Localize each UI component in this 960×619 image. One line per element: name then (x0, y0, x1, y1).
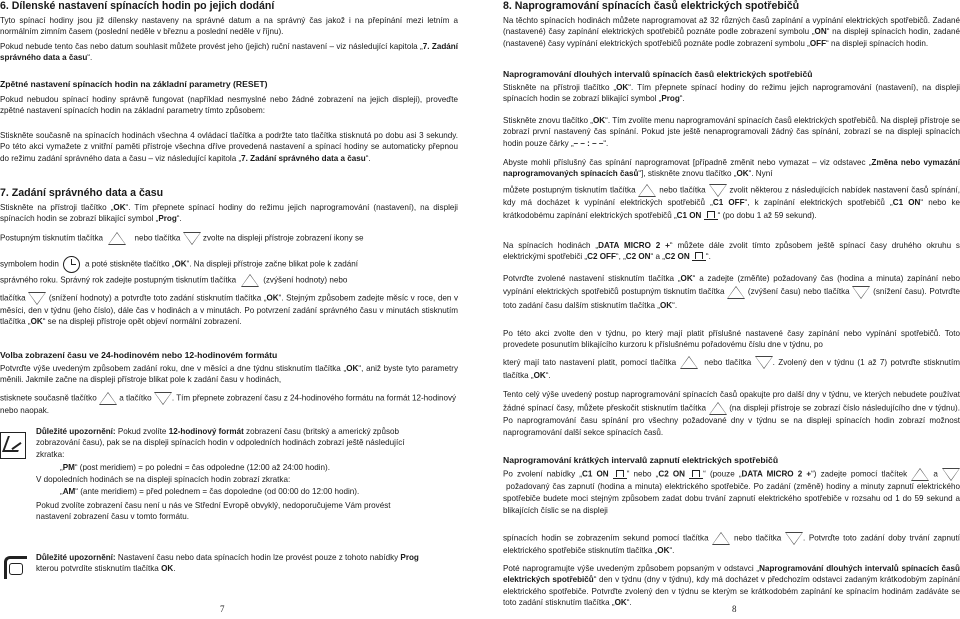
page-number: 8 (732, 604, 737, 614)
long-paragraph-3: Abyste mohli příslušný čas spínání naprogramovat [případně změnit nebo vymazat – viz odstavec „Změna nebo vymazání naprogramovaných spínacích časů“], stiskněte znovu tlačítko „OK“. Nyní (503, 158, 960, 179)
long-paragraph-8: který mají tato nastavení platit, pomocí tlačítka nebo tlačítka . Zvolený den v týdnu (1 až 7) potvrďte stisknutím tlačítka „OK“. (503, 358, 960, 381)
long-paragraph-4: můžete postupným tisknutím tlačítka nebo tlačítka zvolit některou z následujících nabídek nastavení časů spínání, kdy má docházet k vypínání elektrických spotřebičů „C1 OFF“, k zapínání elektrických spotřebičů „C1 ON“ nebo ke krátkodobému zapínání elektrických spotřebičů „C1 ON “ (po dobu 1 až 59 sekund). (503, 185, 960, 220)
note-prog-menu: Důležité upozornění: Nastavení času nebo data spínacích hodin lze provést pouze z tohoto nabídky Prog kterou potvrdíte stisknutím tlačítka OK. (36, 553, 419, 574)
note-recommendation: Pokud zvolíte zobrazení času není u nás ve Střední Evropě obvyklý, nedoporučujeme Vám provést nastavení zobrazení času v tomto formátu. (36, 501, 391, 522)
hand-pointing-icon (4, 556, 27, 579)
section-7-title: 7. Zadání správného data a času (0, 187, 164, 199)
down-arrow-icon (755, 356, 773, 369)
pulse-icon (689, 471, 703, 479)
down-arrow-icon (785, 532, 803, 545)
long-paragraph-7: Po této akci zvolte den v týdnu, po který mají platit příslušné nastavené časy zapínání nebo vypínání spotřebičů. Toto provedete posunutím blikajícího kurzoru k příslušnému pořadovému číslu dne v týdnu, po (503, 329, 960, 350)
pulse-icon (692, 253, 706, 261)
page-number: 7 (220, 604, 225, 614)
reset-title: Zpětné nastavení spínacích hodin na základní parametry (RESET) (0, 79, 268, 89)
note-am-intro: V dopoledních hodinách se na displeji spínacích hodin zobrazí zkratka: (36, 475, 291, 484)
up-arrow-icon (241, 274, 259, 287)
up-arrow-icon (638, 184, 656, 197)
down-arrow-icon (852, 286, 870, 299)
up-arrow-icon (727, 286, 745, 299)
long-paragraph-1: Stiskněte na přístroji tlačítko „OK“. Tím přepnete spínací hodiny do režimu jejich naprogramování (nastavení), na displeji spínacích hodin se zobrazí blikající symbol „Prog“. (503, 83, 960, 104)
down-arrow-icon (183, 232, 201, 245)
up-arrow-icon (709, 402, 727, 415)
pulse-icon (613, 471, 627, 479)
section-7-paragraph-2: tlačítka (snížení hodnoty) a potvrďte toto zadání stisknutím tlačítka „OK“. Stejným způsobem zadejte měsíc v roce, den v měsíci, den v týdnu (jeho číslo), dále čas v hodinách a v minutách. Po potvrzení zadání správného času v minutách stisknutím tlačítka „OK“ se na displeji přístroje opět objeví normální zobrazení. (0, 293, 458, 327)
section-7-line-2: symbolem hodin a poté stiskněte tlačítko „OK“. Na displeji přístroje začne blikat pole k zadání (0, 256, 458, 274)
short-paragraph-1: Po zvolení nabídky „C1 ON “ nebo „C2 ON “ (pouze „DATA MICRO 2 +“) zadejte pomocí tlačítek a požadovaný čas zapnutí (hodina a minuta) elektrického spotřebiče. Po zadání (změně) hodiny a minuty zapnutí elektrického spotřebiče budete moci stejným způsobem zadat dobu trvání zapnutí elektrického spotřebiče v rozsahu od 1 do 59 sekund a blikajících číslic se na displeji (503, 469, 960, 516)
format-24h-paragraph-1: Potvrďte výše uvedeným způsobem zadání roku, dne v měsíci a dne týdnu stisknutím tlačítka „OK“, aniž byste tyto parametry měnili. Jakmile začne na displeji přístroje blikat pole k zadání času v hodinách, (0, 364, 458, 385)
up-arrow-icon (99, 392, 117, 405)
long-paragraph-5: Na spínacích hodinách „DATA MICRO 2 +“ můžete dále zvolit tímto způsobem ještě spínací časy druhého okruhu s elektrickými spotřebiči „C2 OFF“, „C2 ON“ a „C2 ON “. (503, 241, 960, 262)
long-paragraph-6: Potvrďte zvolené nastavení stisknutím tlačítka „OK“ a zadejte (změňte) požadovaný čas (hodina a minuta) zapínání nebo vypínání elektrických spotřebičů postupným tisknutím tlačítka (zvýšení času) nebo tlačítka (snížení času). Potvrďte toto zadání času dalším stisknutím tlačítka „OK“. (503, 274, 960, 310)
warning-pencil-icon (0, 432, 26, 459)
up-arrow-icon (712, 532, 730, 545)
up-arrow-icon (108, 232, 126, 245)
long-intervals-title: Naprogramování dlouhých intervalů spínacích časů elektrických spotřebičů (503, 69, 813, 79)
section-8-paragraph-1: Na těchto spínacích hodinách můžete naprogramovat až 32 různých časů zapínání a vypínání elektrických spotřebičů. Zadané (nastavené) časy zapínání elektrických spotřebičů poznáte podle zobrazení symbolu „ON“ na displeji spínacích hodin, zadané (nastavené) časy vypínání elektrických spotřebičů poznáte podle zobrazení symbolu „OFF“ na displeji spínacích hodin. (503, 16, 960, 48)
section-6-paragraph-2: Pokud nebude tento čas nebo datum souhlasit můžete provést jeho (jejich) ruční nastavení – viz následující kapitola „7. Zadání správného data a času“. (0, 42, 458, 63)
long-paragraph-2: Stiskněte znovu tlačítko „OK“. Tím zvolíte menu naprogramování spínacích časů elektrických spotřebičů. Na displeji přístroje se zobrazí první nastavený čas spínání. Pokud jste ještě nenaprogramovali žádný čas spínání, zobrazí se na displeji spínacích hodin pouze čárky „– – : – –“. (503, 116, 960, 148)
page-right (503, 0, 960, 619)
section-6-title: 6. Dílenské nastavení spínacích hodin po jejich dodání (0, 0, 275, 12)
pulse-icon (704, 212, 718, 220)
up-arrow-icon (680, 356, 698, 369)
up-arrow-icon (911, 468, 929, 481)
section-7-line-1: Postupným tisknutím tlačítka nebo tlačítka zvolte na displeji přístroje zobrazení ikony se (0, 232, 458, 248)
reset-paragraph-2: Stiskněte současně na spínacích hodinách všechna 4 ovládací tlačítka a podržte tato tlačítka stisknutá po dobu asi 3 sekundy. Po této akci vymažete z vnitřní paměti přístroje všechna dříve provedená nastavení a spínací hodiny se automaticky přepnou do režimu zadání správného data a času – viz následující kapitola „7. Zadání správného data a času“. (0, 131, 458, 163)
short-intervals-title: Naprogramování krátkých intervalů zapnutí elektrických spotřebičů (503, 455, 779, 465)
note-12h-format: Důležité upozornění: Pokud zvolíte 12-hodinový formát zobrazení času (britský a americký způsob zobrazování času), pak se na displeji spínacích hodin v odpoledních hodinách zobrazí ještě následující zkratka: (36, 427, 405, 459)
reset-paragraph-1: Pokud nebudou spínací hodiny správně fungovat (například nesmyslné nebo žádné zobrazení na jejich displeji), proveďte zpětné nastavení spínacích hodin na základní parametry tímto způsobem: (0, 95, 458, 116)
down-arrow-icon (154, 392, 172, 405)
page-left (0, 0, 458, 619)
clock-icon (63, 256, 80, 273)
format-24h-paragraph-2: stisknete současně tlačítko a tlačítko . Tím přepnete zobrazení času z 24-hodinového formátu na formát 12-hodinový nebo naopak. (0, 393, 457, 415)
down-arrow-icon (28, 292, 46, 305)
note-am: „AM“ (ante meridiem) = před polednem = čas dopoledne (od 00:00 do 12:00 hodin). (60, 487, 360, 496)
short-paragraph-3: Poté naprogramujte výše uvedeným způsobem popsaným v odstavci „Naprogramování dlouhých intervalů spínacích časů elektrických spotřebičů“ den v týdnu (dny v týdnu), kdy má docházet v předchozím odstavci zadaným krátkodobým zapínání elektrického spotřebiče. Potvrďte zvolený den v týdnu se kterým se krátkodobém zapínání ke spínacím hodinám zadáváte se toto zadání stisknutím tlačítka „OK“. (503, 564, 960, 608)
section-6-paragraph-1: Tyto spínací hodiny jsou již dílensky nastaveny na správné datum a na správný čas jakož i na přepínání mezi letním a normálním zimním časem (poslední neděle v březnu a poslední neděle v říjnu). (0, 16, 458, 37)
down-arrow-icon (709, 184, 727, 197)
section-7-paragraph-1: Stiskněte na přístroji tlačítko „OK“. Tím přepnete spínací hodiny do režimu jejich naprogramování (nastavení), na displeji spínacích hodin se zobrazí blikající symbol „Prog“. (0, 203, 458, 224)
section-8-title: 8. Naprogramování spínacích časů elektrických spotřebičů (503, 0, 800, 12)
section-7-line-3: správného roku. Správný rok zadejte postupným tisknutím tlačítka (zvýšení hodnoty) nebo (0, 274, 458, 290)
format-24h-title: Volba zobrazení času ve 24-hodinovém nebo 12-hodinovém formátu (0, 350, 278, 360)
down-arrow-icon (942, 468, 960, 481)
long-paragraph-9: Tento celý výše uvedený postup naprogramování spínacích časů opakujte pro další dny v týdnu, ve kterých nebudete používat žádné spínací časy, můžete přeskočit stisknutím tlačítka (na displeji přístroje se zobrazí číslo následujícího dne v týdnu). Po naprogramování času spínání pro všechny požadované dny v týdnu se na displeji spínacích hodin zobrazí možnost naprogramování další sekce spínacích časů. (503, 390, 960, 438)
short-paragraph-2: spínacích hodin se zobrazením sekund pomocí tlačítka nebo tlačítka . Potvrďte toto zadání doby trvání zapnutí elektrického spotřebiče stisknutím tlačítka „OK“. (503, 533, 960, 556)
note-pm: „PM“ (post meridiem) = po poledni = čas odpoledne (12:00 až 24:00 hodin). (60, 463, 330, 472)
